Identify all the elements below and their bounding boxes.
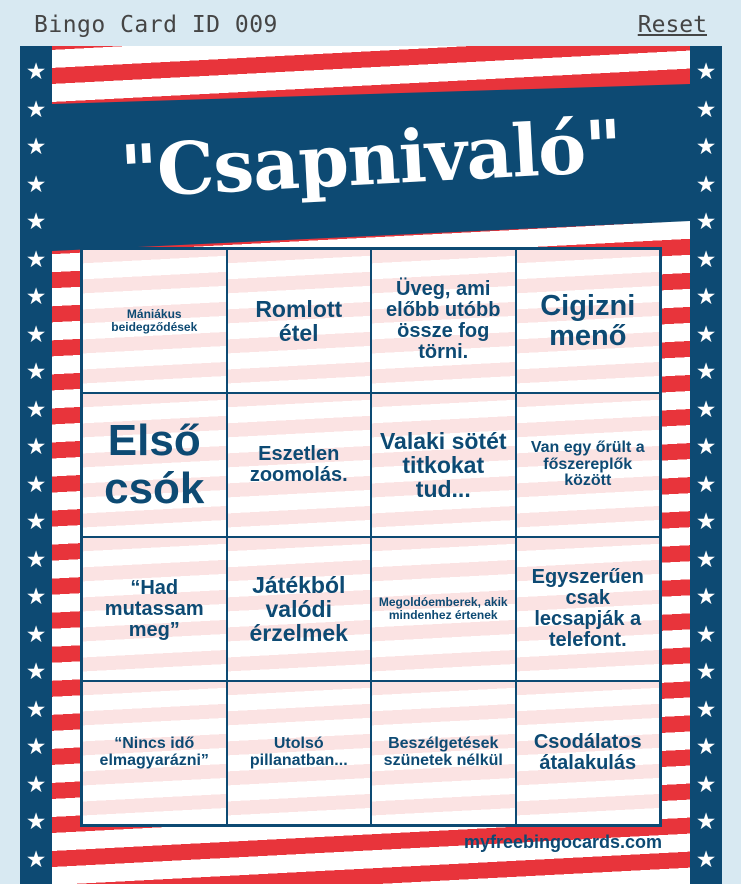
- star-icon: ★: [25, 396, 47, 423]
- star-icon: ★: [25, 846, 47, 873]
- bingo-cell[interactable]: Üveg, ami előbb utóbb össze fog törni.: [371, 249, 516, 393]
- star-icon: ★: [695, 509, 717, 535]
- bingo-cell[interactable]: Utolsó pillanatban...: [227, 681, 372, 825]
- star-icon: ★: [25, 734, 47, 760]
- bingo-cell[interactable]: Első csók: [82, 393, 227, 537]
- right-star-border: [690, 46, 722, 884]
- bingo-cell[interactable]: Eszetlen zoomolás.: [227, 393, 372, 537]
- card-title: "Csapnivaló": [118, 102, 624, 215]
- bingo-grid-frame: [80, 247, 662, 827]
- star-icon: ★: [25, 321, 47, 348]
- star-icon: ★: [25, 509, 47, 535]
- bingo-cell[interactable]: Romlott étel: [227, 249, 372, 393]
- star-icon: ★: [25, 546, 47, 573]
- bingo-cell[interactable]: Csodálatos átalakulás: [516, 681, 661, 825]
- star-icon: ★: [695, 584, 717, 610]
- star-icon: ★: [695, 434, 717, 460]
- star-icon: ★: [25, 621, 47, 648]
- star-icon: ★: [25, 359, 47, 385]
- star-icon: ★: [695, 771, 717, 798]
- star-icon: ★: [25, 284, 47, 310]
- star-icon: ★: [25, 96, 47, 123]
- bingo-cell[interactable]: Játékból valódi érzelmek: [227, 537, 372, 681]
- star-icon: ★: [25, 584, 47, 610]
- footer-site-label: myfreebingocards.com: [463, 832, 662, 852]
- star-icon: ★: [25, 246, 47, 273]
- bingo-cell[interactable]: “Had mutassam meg”: [82, 537, 227, 681]
- star-icon: ★: [695, 471, 717, 498]
- star-icon: ★: [695, 209, 717, 235]
- star-icon: ★: [695, 96, 717, 123]
- bingo-cell[interactable]: “Nincs idő elmagyarázni”: [82, 681, 227, 825]
- star-icon: ★: [695, 546, 717, 573]
- bingo-cell[interactable]: Valaki sötét titkokat tud...: [371, 393, 516, 537]
- bingo-cell[interactable]: Egyszerűen csak lecsapják a telefont.: [516, 537, 661, 681]
- star-icon: ★: [695, 134, 717, 160]
- star-icon: ★: [695, 734, 717, 760]
- star-icon: ★: [695, 696, 717, 723]
- star-icon: ★: [25, 771, 47, 798]
- bingo-cell[interactable]: Cigizni menő: [516, 249, 661, 393]
- bingo-cell[interactable]: Mániákus beidegződések: [82, 249, 227, 393]
- bingo-card: [20, 46, 722, 884]
- star-icon: ★: [25, 59, 47, 85]
- star-icon: ★: [695, 246, 717, 273]
- star-icon: ★: [695, 809, 717, 835]
- star-icon: ★: [25, 696, 47, 723]
- star-icon: ★: [25, 659, 47, 685]
- top-bar: [0, 0, 741, 46]
- star-icon: ★: [695, 396, 717, 423]
- star-icon: ★: [25, 434, 47, 460]
- star-icon: ★: [695, 321, 717, 348]
- star-icon: ★: [25, 809, 47, 835]
- star-icon: ★: [25, 209, 47, 235]
- star-icon: ★: [695, 359, 717, 385]
- star-icon: ★: [695, 284, 717, 310]
- star-icon: ★: [695, 621, 717, 648]
- bingo-cell[interactable]: Van egy őrült a főszereplők között: [516, 393, 661, 537]
- left-star-border: [20, 46, 52, 884]
- bingo-grid: [82, 249, 660, 825]
- star-icon: ★: [695, 59, 717, 85]
- card-id-label: Bingo Card ID 009: [34, 12, 278, 38]
- star-icon: ★: [695, 171, 717, 198]
- bingo-cell[interactable]: Megoldóemberek, akik mindenhez értenek: [371, 537, 516, 681]
- star-icon: ★: [695, 846, 717, 873]
- star-icon: ★: [25, 171, 47, 198]
- reset-link[interactable]: Reset: [637, 12, 707, 38]
- bingo-cell[interactable]: Beszélgetések szünetek nélkül: [371, 681, 516, 825]
- star-icon: ★: [695, 659, 717, 685]
- star-icon: ★: [25, 471, 47, 498]
- star-icon: ★: [25, 134, 47, 160]
